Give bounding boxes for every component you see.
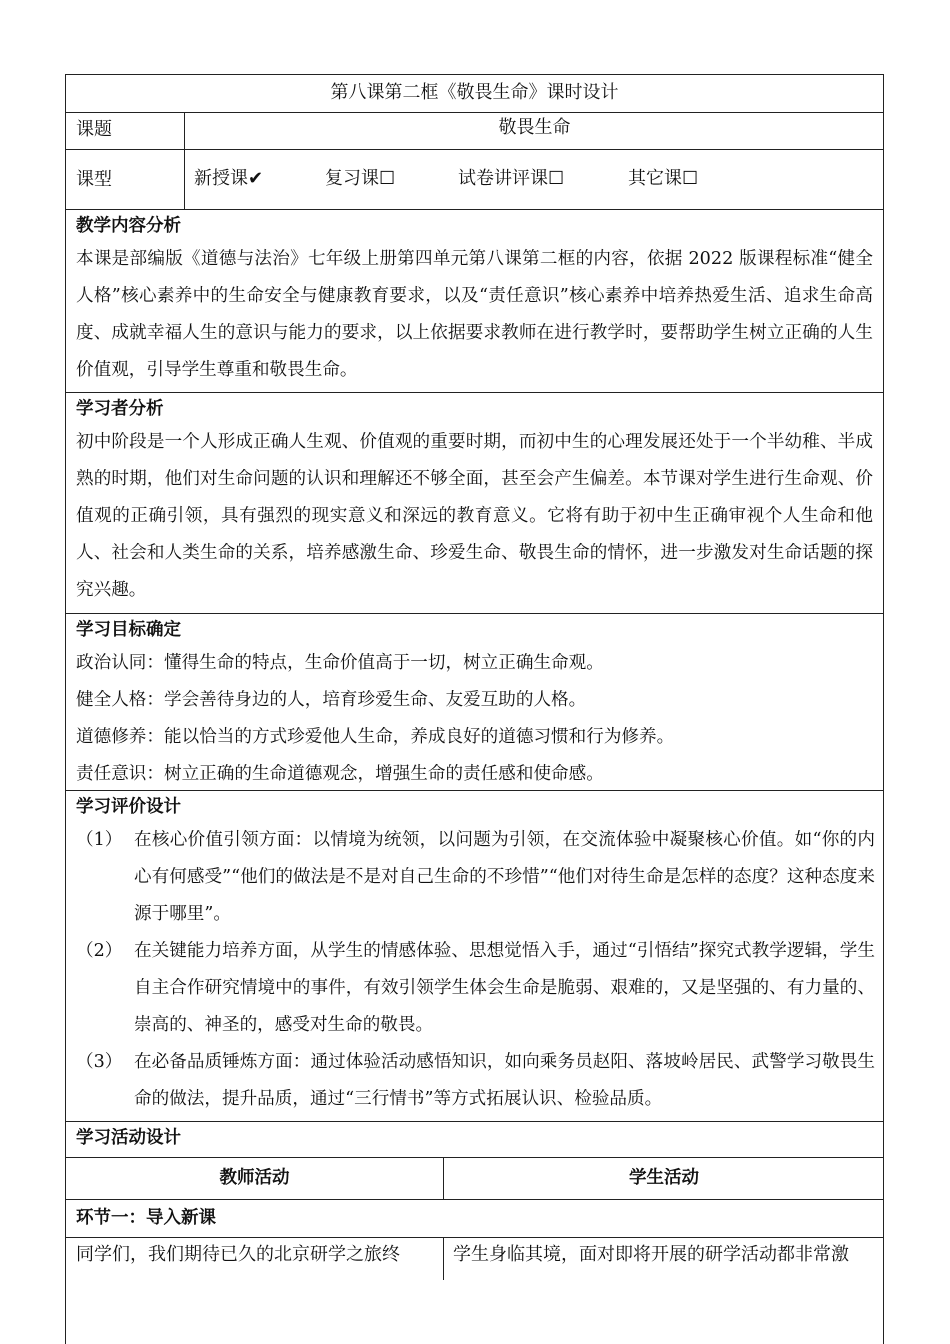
objective-item: 健全人格：学会善待身边的人，培育珍爱生命、友爱互助的人格。 [76, 690, 587, 710]
objective-item: 道德修养：能以恰当的方式珍爱他人生命，养成良好的道德习惯和行为修养。 [76, 727, 675, 747]
teacher-activity-header: 教师活动 [219, 1168, 290, 1188]
option-other: 其它课☐ [628, 168, 699, 189]
section1-row [66, 1200, 883, 1238]
topic-label: 课题 [76, 119, 112, 140]
topic-row [66, 113, 883, 150]
lesson-type-label: 课型 [76, 169, 112, 190]
activity-columns-row [66, 1158, 883, 1200]
option-exam-review: 试卷讲评课☐ [458, 168, 565, 189]
objectives-heading: 学习目标确定 [76, 620, 181, 640]
objective-item: 责任意识：树立正确的生命道德观念，增强生命的责任感和使命感。 [76, 764, 604, 784]
evaluation-item-number: （2） [76, 941, 123, 961]
option-new-lesson: 新授课✔ [194, 168, 264, 189]
content-analysis-section [66, 210, 883, 393]
option-review: 复习课☐ [325, 168, 396, 189]
evaluation-item-text: 在必备品质锤炼方面：通过体验活动感悟知识，如向乘务员赵阳、落坡岭居民、武警学习敬畏生命的做法，提升品质，通过“三行情书”等方式拓展认识、检验品质。 [134, 1052, 875, 1109]
evaluation-item-text: 在关键能力培养方面，从学生的情感体验、思想觉悟入手，通过“引悟结”探究式教学逻辑，学生自主合作研究情境中的事件，有效引领学生体会生命是脆弱、艰难的，又是坚强的、有力量的、崇高的、神圣的，感受对生命的敬畏。 [134, 941, 875, 1035]
evaluation-heading: 学习评价设计 [76, 797, 181, 817]
objective-item: 政治认同：懂得生命的特点，生命价值高于一切，树立正确生命观。 [76, 653, 604, 673]
learner-analysis-section [66, 393, 883, 614]
topic-value: 敬畏生命 [498, 117, 571, 138]
evaluation-item [76, 1044, 875, 1118]
lesson-plan-table [65, 74, 884, 1344]
evaluation-item-number: （3） [76, 1052, 123, 1072]
evaluation-item [76, 933, 875, 1044]
lesson-type-row [66, 150, 883, 210]
section1-heading: 环节一：导入新课 [76, 1208, 216, 1228]
student-activity-header: 学生活动 [629, 1168, 699, 1188]
evaluation-item-number: （1） [76, 830, 123, 850]
evaluation-item-text: 在核心价值引领方面：以情境为统领，以问题为引领，在交流体验中凝聚核心价值。如“你的内心有何感受”“他们的做法是不是对自己生命的不珍惜”“他们对待生命是怎样的态度？这种态度来源于哪里”。 [134, 830, 875, 924]
learner-analysis-heading: 学习者分析 [76, 399, 164, 419]
activity-row [66, 1238, 883, 1280]
student-activity-cell: 学生身临其境，面对即将开展的研学活动都非常激 [453, 1244, 849, 1265]
evaluation-section [66, 791, 883, 1122]
activity-design-heading: 学习活动设计 [76, 1128, 181, 1148]
activity-design-heading-row [66, 1122, 883, 1158]
content-analysis-text: 本课是部编版《道德与法治》七年级上册第四单元第八课第二框的内容，依据 2022 版课程标准“健全人格”核心素养中的生命安全与健康教育要求，以及“责任意识”核心素养中培养热爱生活、追求生命高度、成就幸福人生的意识与能力的要求，以上依据要求教师在进行教学时，要帮助学生树立正确的人生价值观，引导学生尊重和敬畏生命。 [76, 249, 873, 380]
learner-analysis-text: 初中阶段是一个人形成正确人生观、价值观的重要时期，而初中生的心理发展还处于一个半幼稚、半成熟的时期，他们对生命问题的认识和理解还不够全面，甚至会产生偏差。本节课对学生进行生命观、价值观的正确引领，具有强烈的现实意义和深远的教育意义。它将有助于初中生正确审视个人生命和他人、社会和人类生命的关系，培养感激生命、珍爱生命、敬畏生命的情怀，进一步激发对生命话题的探究兴趣。 [76, 432, 873, 600]
objectives-section [66, 614, 883, 791]
content-analysis-heading: 教学内容分析 [76, 216, 181, 236]
evaluation-item [76, 822, 875, 933]
title-row [66, 75, 883, 113]
page-title: 第八课第二框《敬畏生命》课时设计 [330, 82, 619, 103]
teacher-activity-cell: 同学们，我们期待已久的北京研学之旅终 [76, 1244, 400, 1265]
